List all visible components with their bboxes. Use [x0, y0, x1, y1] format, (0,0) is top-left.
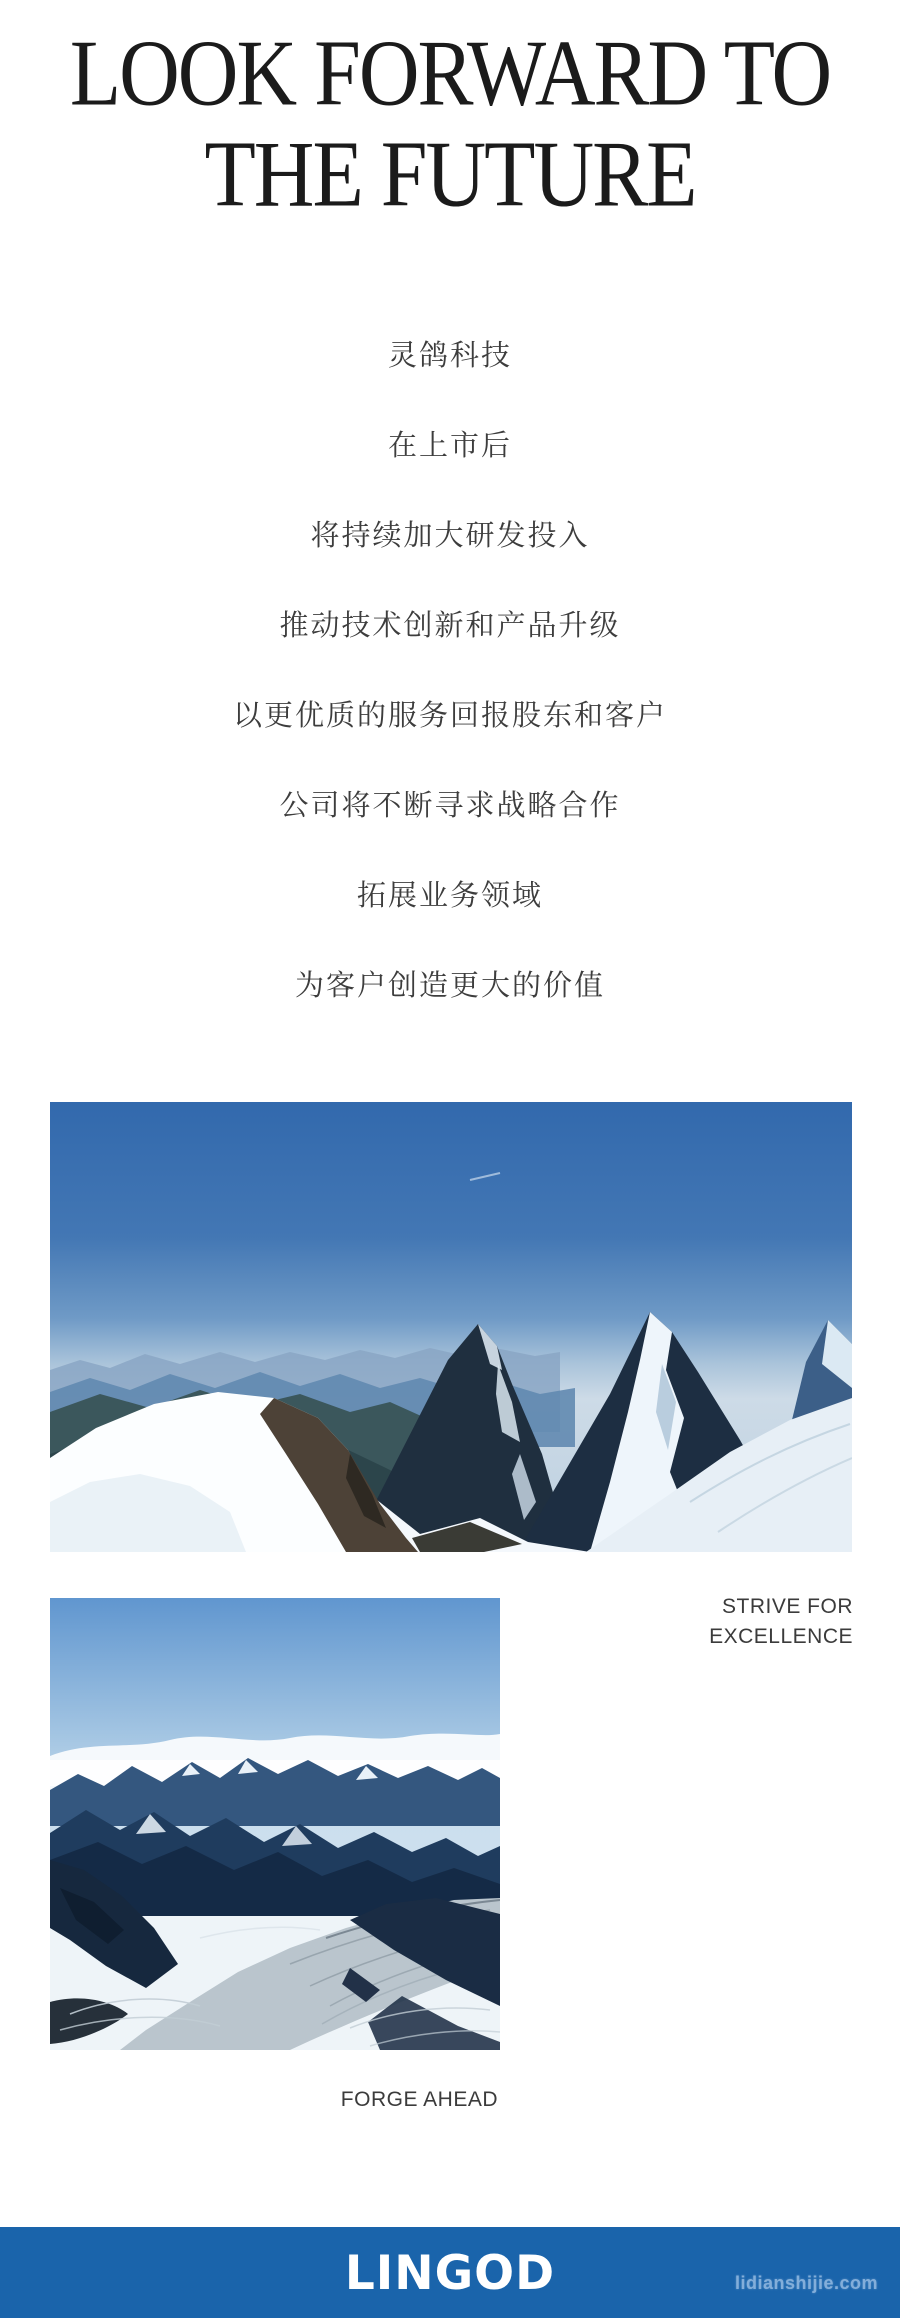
page-title — [0, 21, 900, 227]
mountain-panorama-illustration — [50, 1102, 852, 1552]
intro-line: 拓展业务领域 — [356, 880, 543, 912]
intro-line: 灵鸽科技 — [387, 340, 512, 372]
intro-line: 推动技术创新和产品升级 — [279, 610, 621, 642]
intro-line: 公司将不断寻求战略合作 — [279, 790, 621, 822]
caption-line: FORGE AHEAD — [340, 2088, 498, 2111]
photo-caption-strive — [709, 1592, 853, 1652]
watermark-text: lidianshijie.com — [734, 2273, 878, 2293]
intro-line: 为客户创造更大的价值 — [294, 970, 605, 1002]
mountain-panorama-photo — [50, 1102, 852, 1552]
caption-line: EXCELLENCE — [709, 1625, 853, 1648]
photo-caption-forge — [341, 2085, 498, 2115]
title-line-1: LOOK FORWARD TO — [69, 21, 831, 126]
intro-line: 以更优质的服务回报股东和客户 — [232, 700, 667, 732]
glacier-photo — [50, 1598, 500, 2050]
intro-line: 将持续加大研发投入 — [310, 520, 590, 552]
footer-bar — [0, 2227, 900, 2318]
intro-paragraph — [0, 311, 900, 1031]
intro-line: 在上市后 — [387, 430, 512, 462]
caption-line: STRIVE FOR — [721, 1595, 853, 1618]
title-line-2: THE FUTURE — [204, 122, 696, 227]
glacier-illustration — [50, 1598, 500, 2050]
lingod-logo: LINGOD — [344, 2246, 556, 2301]
